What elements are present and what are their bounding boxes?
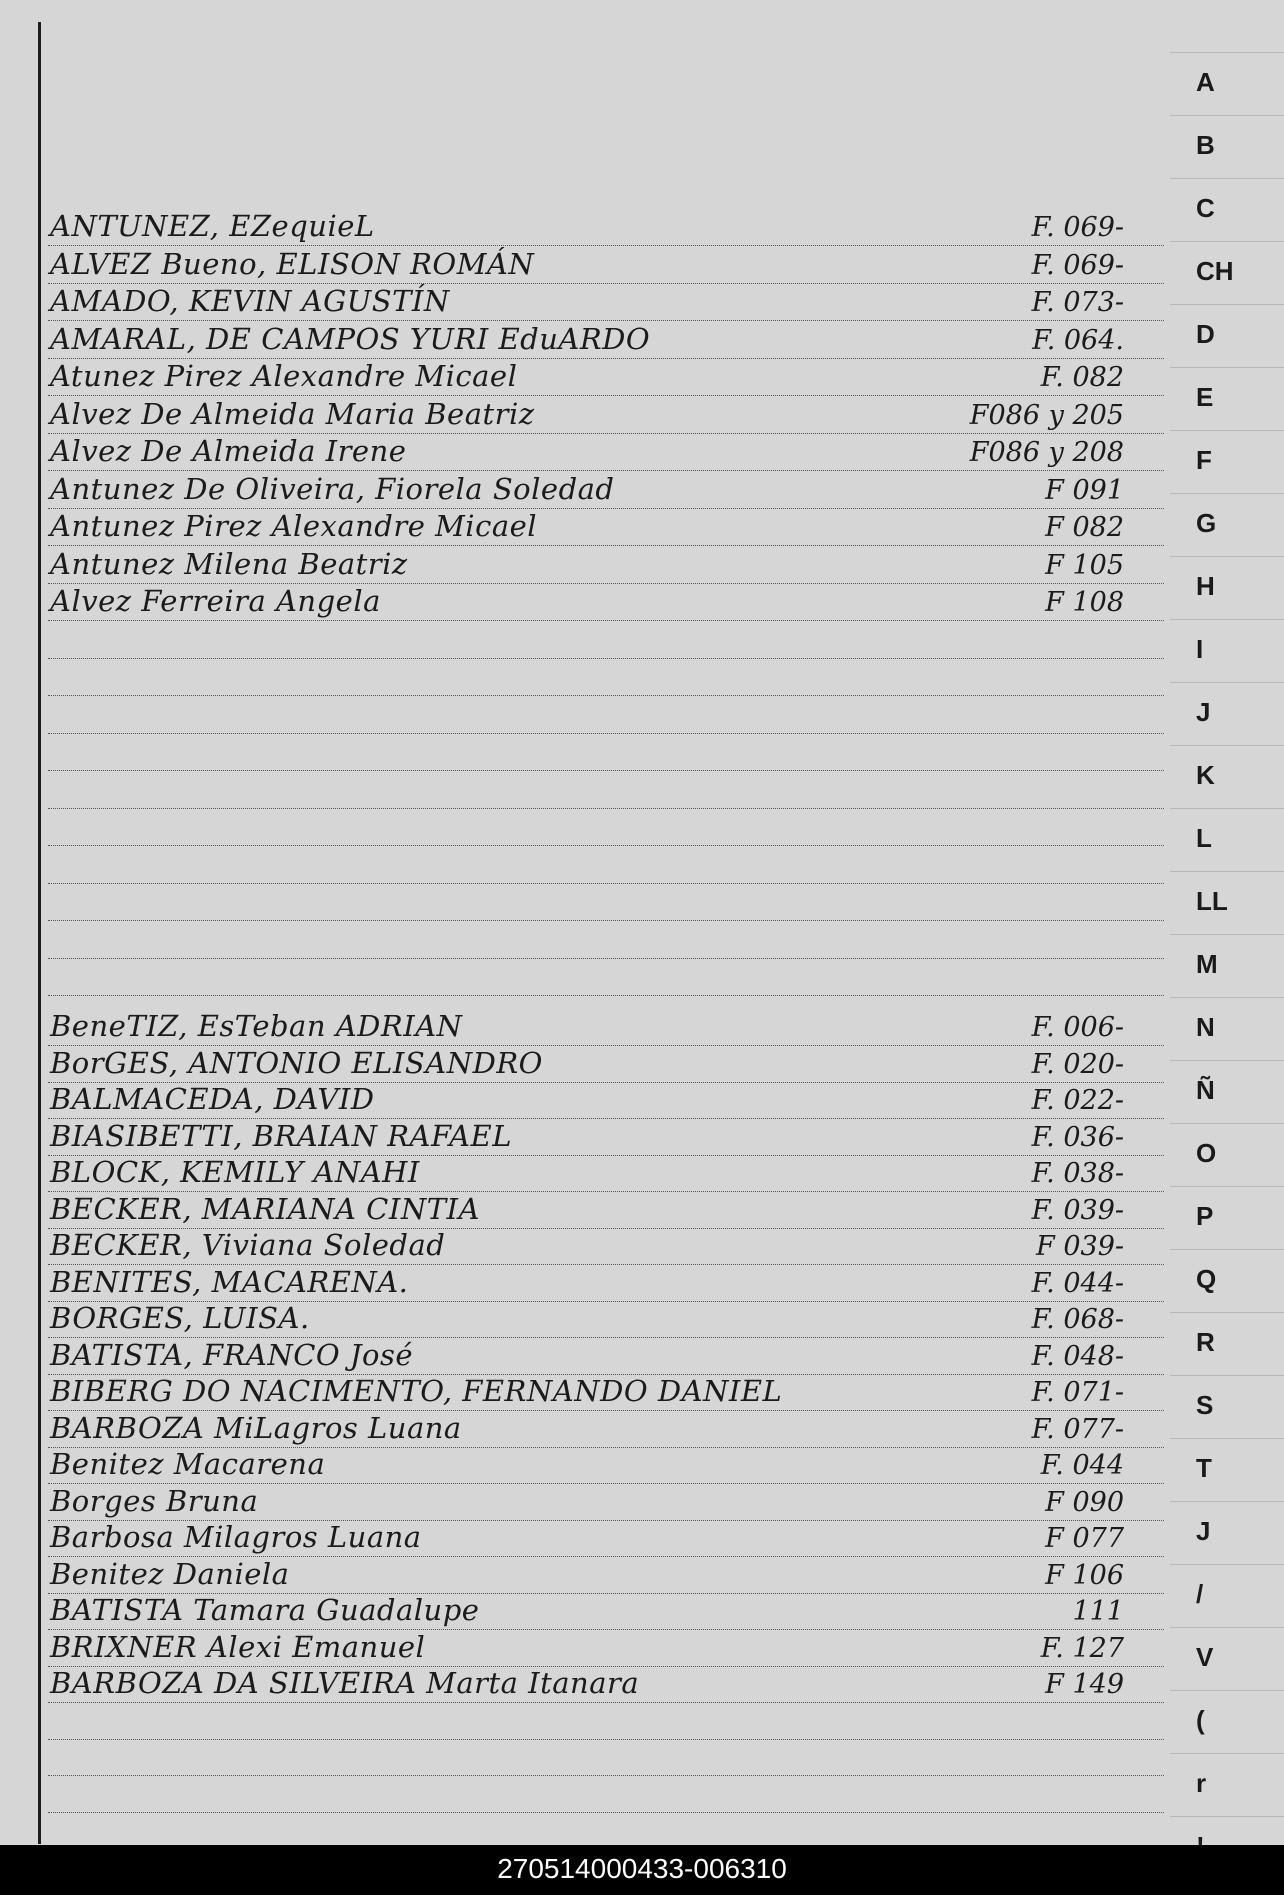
index-tab[interactable] [1170,1438,1284,1498]
index-tab-letter: N [1196,1012,1215,1042]
index-tab-letter: O [1196,1138,1217,1168]
entry-name: BENITES, MACARENA. [50,1264,409,1299]
entry-folio: 111 [1072,1596,1124,1627]
index-tab-letter: r [1196,1768,1207,1798]
ledger-line [48,623,1164,659]
ledger-entry-row [48,1594,1164,1630]
index-tab-letter: V [1196,1642,1214,1672]
index-tab[interactable] [1170,1564,1284,1624]
index-tab-letter: S [1196,1390,1214,1420]
entry-folio: F. 069- [1031,249,1124,281]
entry-folio: F. 038- [1031,1158,1124,1189]
ledger-line [48,848,1164,884]
ledger-entry-row [48,398,1164,434]
entry-name: Borges Bruna [50,1483,259,1518]
entry-name: AMADO, KEVIN AGUSTÍN [50,284,450,318]
entry-folio: F 077 [1045,1523,1124,1554]
index-tab-letter: Ñ [1196,1075,1215,1105]
entry-name: Barbosa Milagros Luana [50,1520,422,1554]
ledger-line [48,810,1164,846]
index-tab-letter: K [1196,760,1215,790]
ledger-entry-row [48,1521,1164,1557]
footer-bar [0,1845,1284,1895]
entry-folio: F. 022- [1031,1085,1124,1116]
entry-folio: F. 071- [1031,1377,1124,1408]
ledger-entry-row [48,323,1164,359]
entry-folio: F 106 [1045,1559,1124,1591]
index-tab[interactable] [1170,1627,1284,1687]
index-tab[interactable] [1170,1753,1284,1813]
index-tab[interactable] [1170,1501,1284,1561]
index-tab-letter: G [1196,508,1217,538]
index-tab[interactable] [1170,304,1284,364]
ledger-entry-row [48,1412,1164,1448]
entry-folio: F. 039- [1031,1194,1124,1226]
entry-folio: F 039- [1036,1231,1124,1262]
index-tab-letter: C [1196,193,1215,223]
index-tab[interactable] [1170,1186,1284,1246]
entry-name: BIASIBETTI, BRAIAN RAFAEL [50,1118,512,1153]
index-tab[interactable] [1170,997,1284,1057]
ledger-entry-row [48,1448,1164,1484]
entry-folio: F. 044 [1040,1450,1124,1481]
index-tab-letter: E [1196,382,1214,412]
ledger-entry-row [48,548,1164,584]
index-tab-letter: ( [1196,1705,1205,1735]
alphabet-index-tabs [1170,52,1284,1842]
entry-folio: F. 069- [1031,212,1124,243]
index-tab[interactable] [1170,808,1284,868]
index-tab-letter: I [1196,634,1204,664]
ledger-entry-row [48,1339,1164,1375]
ledger-entry-row [48,360,1164,396]
entry-name: Benitez Macarena [50,1447,326,1481]
entry-name: BIBERG DO NACIMENTO, FERNANDO DANIEL [50,1374,783,1408]
index-tab-letter: D [1196,319,1215,349]
entry-folio: F. 048- [1031,1340,1124,1372]
ledger-entry-row [48,1193,1164,1229]
index-tab[interactable] [1170,115,1284,175]
ledger-entry-row [48,435,1164,471]
index-tab[interactable] [1170,871,1284,931]
entry-name: Alvez Ferreira Angela [50,584,381,618]
ledger-entry-row [48,285,1164,321]
ledger-entry-row [48,210,1164,246]
index-tab[interactable] [1170,682,1284,742]
entry-folio: F 090 [1045,1486,1124,1518]
ledger-line [48,698,1164,734]
ledger-line [48,660,1164,696]
entry-name: BLOCK, KEMILY ANAHI [50,1155,420,1189]
entry-name: BeneTIZ, EsTeban ADRIAN [50,1009,463,1043]
index-tab-letter: Q [1196,1264,1217,1294]
ledger-entry-row [48,585,1164,621]
entry-name: BECKER, MARIANA CINTIA [50,1191,480,1226]
index-tab[interactable] [1170,367,1284,427]
index-tab-letter: / [1196,1579,1204,1609]
margin-line [38,22,41,1844]
ledger-line [48,885,1164,921]
entry-name: BORGES, LUISA. [50,1301,310,1335]
entry-name: BECKER, Viviana Soledad [50,1228,446,1262]
entry-name: BATISTA Tamara Guadalupe [50,1593,480,1627]
entry-folio: F. 020- [1031,1048,1124,1080]
entry-folio: F 105 [1045,549,1124,581]
index-tab-letter: L [1196,823,1212,853]
ledger-entry-row [48,1120,1164,1156]
index-tab-letter: F [1196,445,1212,475]
entry-name: AMARAL, DE CAMPOS YURI EduARDO [50,321,651,356]
entry-folio: F 149 [1045,1669,1124,1700]
entry-name: BRIXNER Alexi Emanuel [50,1629,426,1664]
ledger-entry-row [48,510,1164,546]
ledger-line [48,1777,1164,1813]
index-tab[interactable] [1170,745,1284,805]
index-tab-letter: A [1196,67,1215,97]
ledger-entry-row [48,1010,1164,1046]
entry-name: Antunez Milena Beatriz [50,546,408,581]
index-tab[interactable] [1170,1060,1284,1120]
ledger-line [48,923,1164,959]
ledger-entry-row [48,1266,1164,1302]
index-tab[interactable] [1170,1123,1284,1183]
index-tab-letter: LL [1196,886,1228,916]
entry-folio: F. 082 [1040,362,1124,393]
index-tab-letter: R [1196,1327,1215,1357]
entry-folio: F. 036- [1031,1121,1124,1153]
ledger-entry-row [48,1083,1164,1119]
index-tab-letter: J [1196,697,1211,727]
ledger-line [48,773,1164,809]
entry-folio: F086 y 208 [969,437,1124,468]
ledger-line [48,960,1164,996]
index-tab[interactable] [1170,934,1284,994]
index-tab[interactable] [1170,493,1284,553]
entry-name: Alvez De Almeida Maria Beatriz [50,396,535,431]
index-tab-letter: P [1196,1201,1214,1231]
entry-name: BARBOZA MiLagros Luana [50,1410,462,1445]
ledger-line [48,735,1164,771]
entry-name: ALVEZ Bueno, ELISON ROMÁN [50,246,535,281]
entry-folio: F 082 [1045,512,1124,543]
entry-folio: F. 044- [1031,1267,1124,1299]
entry-name: Antunez Pirez Alexandre Micael [50,509,538,543]
index-tab-letter: H [1196,571,1215,601]
entry-name: BARBOZA DA SILVEIRA Marta Itanara [50,1666,640,1700]
ledger-entry-row [48,1667,1164,1703]
index-tab[interactable] [1170,1375,1284,1435]
ledger-line [48,1740,1164,1776]
entry-folio: F. 073- [1031,287,1124,318]
index-tab-letter: B [1196,130,1215,160]
entry-folio: F. 006- [1031,1012,1124,1043]
index-tab-letter: M [1196,949,1218,979]
entry-name: ANTUNEZ, EZequieL [50,209,375,243]
index-tab[interactable] [1170,52,1284,112]
entry-name: BALMACEDA, DAVID [50,1082,375,1116]
index-tab[interactable] [1170,1690,1284,1750]
index-tab[interactable] [1170,619,1284,679]
ledger-entry-row [48,1047,1164,1083]
entry-folio: F. 064. [1032,324,1124,356]
ledger-entry-row [48,1375,1164,1411]
ledger-entry-row [48,1485,1164,1521]
entry-name: Atunez Pirez Alexandre Micael [50,359,518,393]
ledger-entry-row [48,1302,1164,1338]
index-tab[interactable] [1170,556,1284,616]
index-tab-letter: CH [1196,256,1234,286]
entry-name: Antunez De Oliveira, Fiorela Soledad [50,471,615,506]
entry-folio: F. 068- [1031,1304,1124,1335]
entry-name: Alvez De Almeida Irene [50,434,407,468]
ledger-entry-row [48,1631,1164,1667]
entry-name: Benitez Daniela [50,1556,290,1591]
ledger-entry-row [48,473,1164,509]
index-tab[interactable] [1170,1312,1284,1372]
entry-folio: F086 y 205 [969,399,1124,431]
index-tab[interactable] [1170,430,1284,490]
entry-name: BorGES, ANTONIO ELISANDRO [50,1045,543,1080]
entry-name: BATISTA, FRANCO José [50,1337,414,1372]
ledger-entry-row [48,248,1164,284]
entry-folio: F 091 [1045,474,1124,506]
ledger-entry-row [48,1156,1164,1192]
index-tab[interactable] [1170,178,1284,238]
entry-folio: F 108 [1045,587,1124,618]
ledger-entry-row [48,1229,1164,1265]
entry-folio: F. 077- [1031,1413,1124,1445]
footer-code: 270514000433-006310 [497,1853,787,1884]
entry-folio: F. 127 [1040,1632,1124,1664]
ledger-entry-row [48,1558,1164,1594]
index-tab[interactable] [1170,1249,1284,1309]
index-tab[interactable] [1170,241,1284,301]
index-tab-letter: J [1196,1516,1211,1546]
ledger-line [48,1704,1164,1740]
index-tab-letter: T [1196,1453,1212,1483]
